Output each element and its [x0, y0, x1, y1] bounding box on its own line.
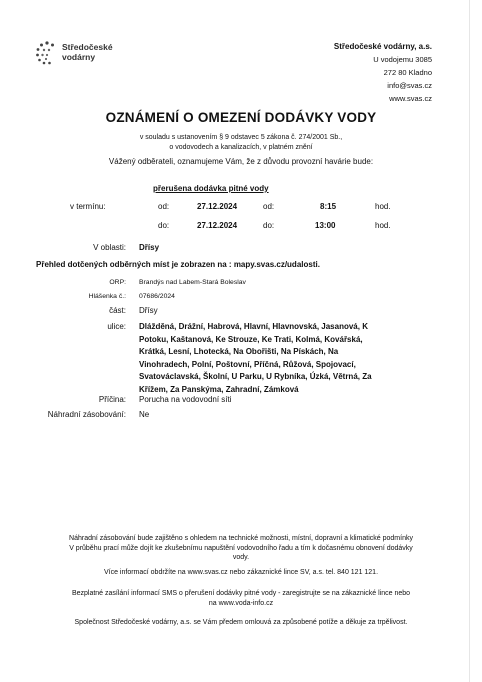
replacement-value: Ne [139, 410, 150, 419]
page-edge-line [469, 0, 470, 682]
streets-line: Dlážděná, Drážní, Habrová, Hlavní, Hlavnovská, Jasanová, K [139, 322, 368, 331]
droplets-logo-icon [34, 40, 60, 66]
logo-line2: vodárny [62, 52, 96, 62]
term-to-time-label: do: [263, 221, 275, 230]
overview-text: Přehled dotčených odběrných míst je zobrazen na : mapy.svas.cz/udalosti. [36, 260, 320, 269]
streets-line: Vinohradech, Polní, Poštovní, Příčná, Růžová, Spojovací, [139, 359, 356, 369]
page-title: OZNÁMENÍ O OMEZENÍ DODÁVKY VODY [105, 110, 377, 125]
part-label: část: [109, 306, 126, 315]
intro-text: Vážený odběrateli, oznamujeme Vám, že z důvodu provozní havárie bude: [108, 157, 374, 166]
streets-line: Svatováclavská, Školní, U Parku, U Rybníka, Úzká, Větrná, Za [139, 372, 372, 381]
logo-text [62, 42, 113, 62]
footer-p1-line1: Náhradní zásobování bude zajištěno s ohledem na technické možnosti, místní, dopravní a klimatické podmínky [69, 535, 413, 542]
term-from-time: 8:15 [320, 202, 337, 211]
footer-p3-line1: Bezplatné zasílání informací SMS o přerušení dodávky pitné vody - zaregistrujte se na zákaznické lince nebo [71, 590, 411, 597]
footer-paragraph-2: Více informací obdržíte na www.svas.cz nebo zákaznické lince SV, a.s. tel. 840 121 121. [103, 569, 379, 576]
term-from-time-label: od: [263, 202, 275, 211]
company-name: Středočeské vodárny, a.s. [333, 42, 432, 51]
report-label: Hlášenka č.: [88, 293, 126, 300]
company-email[interactable]: info@svas.cz [387, 81, 432, 90]
legal-line-1: v souladu s ustanovením § 9 odstavec 5 zákona č. 274/2001 Sb., [139, 134, 343, 141]
legal-line-2: o vodovodech a kanalizacích, v platném znění [169, 143, 313, 151]
term-from-date: 27.12.2024 [197, 202, 238, 211]
streets-line: Potoku, Kaštanová, Ke Strouze, Ke Trati, Kolmá, Kovářská, [139, 334, 363, 344]
area-label: V oblasti: [93, 243, 126, 252]
part-value: Dřísy [139, 306, 158, 315]
company-street: U vodojemu 3085 [373, 55, 432, 64]
term-to-unit: hod. [375, 221, 391, 230]
legal-basis [0, 133, 482, 152]
report-value: 07686/2024 [139, 293, 175, 300]
streets-list [139, 321, 439, 396]
footer-p1-line2: V průběhu prací může dojít ke zkušebnímu napuštění vodovodního řadu a tím k dočasnému obnovení dodávky [69, 544, 413, 552]
area-value: Dřísy [139, 243, 160, 252]
footer-p1-line3: vody. [232, 554, 250, 561]
replacement-label: Náhradní zásobování: [47, 410, 126, 419]
company-web[interactable]: www.svas.cz [389, 94, 432, 103]
term-from-label: od: [158, 202, 170, 211]
cause-value: Porucha na vodovodní síti [139, 395, 232, 404]
footer-paragraph-4: Společnost Středočeské vodárny, a.s. se Vám předem omlouvá za způsobené potíže a děkuje za trpělivost. [74, 619, 408, 626]
streets-label: ulice: [107, 322, 126, 331]
company-logo [34, 40, 144, 70]
footer-paragraph-3 [0, 589, 482, 608]
footer-p3-line2: na www.voda-info.cz [208, 599, 274, 607]
term-label: v termínu: [70, 202, 106, 211]
term-to-date: 27.12.2024 [197, 221, 238, 230]
term-from-unit: hod. [375, 202, 391, 211]
term-to-label: do: [158, 221, 170, 230]
orp-label: ORP: [109, 279, 126, 286]
streets-line: Krátká, Lesní, Lhotecká, Na Obořišti, Na Pískách, Na [139, 347, 339, 356]
company-city: 272 80 Kladno [383, 68, 432, 77]
interruption-heading: přerušena dodávka pitné vody [153, 184, 269, 193]
cause-label: Příčina: [98, 395, 126, 404]
term-to-time: 13:00 [315, 221, 336, 230]
orp-value: Brandýs nad Labem-Stará Boleslav [139, 279, 246, 286]
streets-line: Křížem, Za Panskýma, Zahradní, Zámková [139, 384, 299, 394]
logo-line1: Středočeské [62, 42, 113, 52]
company-address [334, 40, 432, 105]
footer-paragraph-1 [0, 534, 482, 563]
